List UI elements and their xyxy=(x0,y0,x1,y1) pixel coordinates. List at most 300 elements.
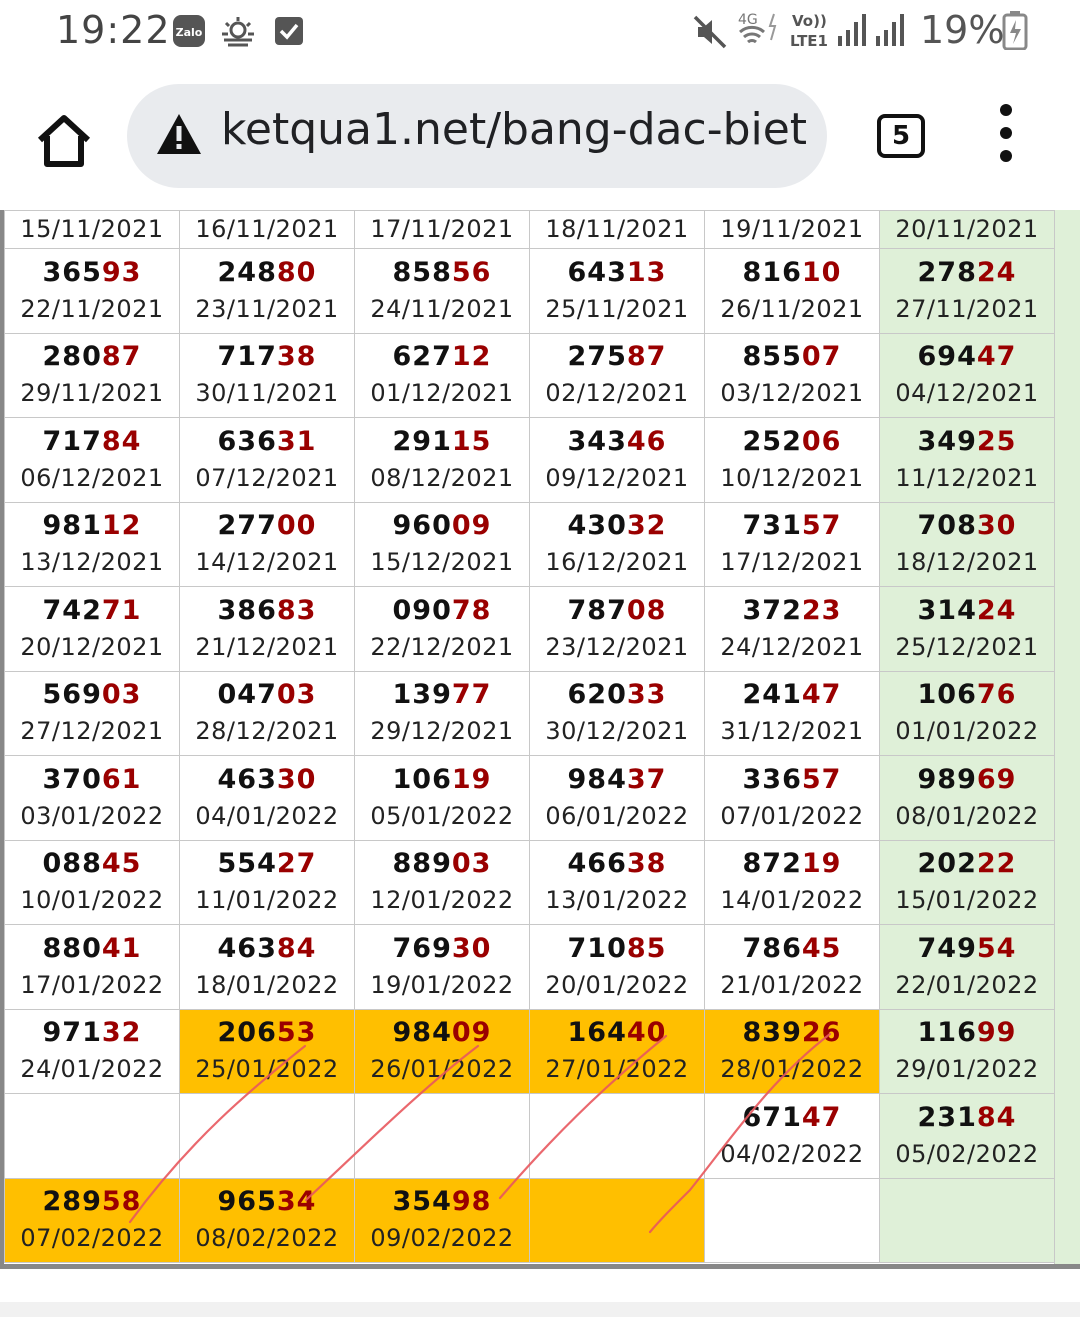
result-cell xyxy=(530,756,705,841)
result-cell xyxy=(180,418,355,503)
number-tail: 58 xyxy=(101,1186,142,1218)
number-head: 787 xyxy=(567,594,627,626)
draw-date: 31/12/2021 xyxy=(720,717,864,746)
result-cell xyxy=(530,249,705,334)
special-prize-number xyxy=(530,508,704,544)
result-cell xyxy=(530,671,705,756)
number-head: 742 xyxy=(42,594,102,626)
number-tail: 45 xyxy=(101,848,142,880)
draw-date: 03/12/2021 xyxy=(720,379,864,408)
result-cell xyxy=(705,1178,880,1263)
table-row xyxy=(5,671,1055,756)
special-prize-number xyxy=(530,931,704,967)
special-prize-number xyxy=(705,1100,879,1136)
number-tail: 08 xyxy=(626,594,667,626)
draw-date: 28/12/2021 xyxy=(195,717,339,746)
number-head: 627 xyxy=(392,341,452,373)
number-head: 386 xyxy=(217,594,277,626)
number-head: 252 xyxy=(742,425,802,457)
draw-date: 04/12/2021 xyxy=(895,379,1039,408)
number-tail: 19 xyxy=(451,763,492,795)
result-cell xyxy=(705,1009,880,1094)
special-prize-number xyxy=(5,1184,179,1220)
number-tail: 23 xyxy=(801,594,842,626)
number-tail: 40 xyxy=(626,1017,667,1049)
table-row xyxy=(5,925,1055,1010)
warning-icon[interactable] xyxy=(155,112,203,156)
number-tail: 56 xyxy=(451,256,492,288)
result-cell xyxy=(880,1009,1055,1094)
draw-date: 11/01/2022 xyxy=(195,886,339,915)
number-head: 365 xyxy=(42,256,102,288)
number-head: 291 xyxy=(392,425,452,457)
number-tail: 30 xyxy=(276,763,317,795)
result-cell xyxy=(5,418,180,503)
special-prize-number xyxy=(5,931,179,967)
special-prize-number xyxy=(5,508,179,544)
special-prize-number xyxy=(880,424,1054,460)
draw-date: 05/02/2022 xyxy=(895,1139,1039,1168)
result-cell xyxy=(880,502,1055,587)
result-cell xyxy=(5,671,180,756)
number-head: 984 xyxy=(392,1017,452,1049)
special-prize-number xyxy=(880,762,1054,798)
special-prize-number xyxy=(705,846,879,882)
number-head: 717 xyxy=(217,341,277,373)
special-prize-number xyxy=(530,339,704,375)
svg-text:Vo)): Vo)) xyxy=(792,12,827,30)
draw-date: 19/11/2021 xyxy=(720,215,864,243)
draw-date: 26/01/2022 xyxy=(370,1055,514,1084)
result-cell xyxy=(705,418,880,503)
special-prize-number xyxy=(880,255,1054,291)
special-prize-number xyxy=(705,255,879,291)
number-tail: 87 xyxy=(101,341,142,373)
number-tail: 10 xyxy=(801,256,842,288)
draw-date: 12/01/2022 xyxy=(370,886,514,915)
draw-date: 17/01/2022 xyxy=(20,970,164,999)
number-head: 981 xyxy=(42,510,102,542)
draw-date: 08/01/2022 xyxy=(895,801,1039,830)
url-text: ketqua1.net/bang-dac-biet xyxy=(221,104,808,155)
result-cell xyxy=(705,1094,880,1179)
mute-icon xyxy=(692,14,728,50)
draw-date: 26/11/2021 xyxy=(720,294,864,323)
number-head: 280 xyxy=(42,341,102,373)
svg-text:4G: 4G xyxy=(738,12,758,28)
number-head: 708 xyxy=(917,510,977,542)
result-cell xyxy=(705,333,880,418)
draw-date: 19/01/2022 xyxy=(370,970,514,999)
table-row xyxy=(5,211,1055,249)
number-tail: 03 xyxy=(276,679,317,711)
result-cell xyxy=(530,502,705,587)
number-tail: 53 xyxy=(276,1017,317,1049)
special-prize-number xyxy=(5,339,179,375)
number-head: 731 xyxy=(742,510,802,542)
number-tail: 26 xyxy=(801,1017,842,1049)
number-head: 749 xyxy=(917,932,977,964)
result-cell xyxy=(880,333,1055,418)
number-tail: 83 xyxy=(276,594,317,626)
result-cell xyxy=(355,587,530,672)
result-cell xyxy=(180,1009,355,1094)
result-cell xyxy=(880,756,1055,841)
number-head: 710 xyxy=(567,932,627,964)
result-cell xyxy=(530,1094,705,1179)
number-head: 116 xyxy=(917,1017,977,1049)
draw-date: 25/11/2021 xyxy=(545,294,689,323)
number-tail: 93 xyxy=(101,256,142,288)
result-cell xyxy=(180,840,355,925)
result-cell xyxy=(5,211,180,249)
number-tail: 77 xyxy=(451,679,492,711)
number-head: 620 xyxy=(567,679,627,711)
result-cell xyxy=(880,249,1055,334)
number-tail: 22 xyxy=(976,848,1017,880)
number-head: 671 xyxy=(742,1101,802,1133)
number-head: 202 xyxy=(917,848,977,880)
draw-date: 22/01/2022 xyxy=(895,970,1039,999)
result-cell xyxy=(880,211,1055,249)
result-cell xyxy=(705,671,880,756)
overflow-menu-button[interactable] xyxy=(990,104,1022,170)
special-prize-number xyxy=(530,1015,704,1051)
special-prize-number xyxy=(180,508,354,544)
result-cell xyxy=(5,1178,180,1263)
result-cell xyxy=(530,418,705,503)
special-prize-number xyxy=(355,593,529,629)
number-tail: 99 xyxy=(976,1017,1017,1049)
number-tail: 54 xyxy=(976,932,1017,964)
number-head: 241 xyxy=(742,679,802,711)
number-tail: 57 xyxy=(801,763,842,795)
number-tail: 80 xyxy=(276,256,317,288)
result-cell xyxy=(880,840,1055,925)
special-prize-number xyxy=(5,593,179,629)
result-cell xyxy=(880,671,1055,756)
number-tail: 06 xyxy=(801,425,842,457)
special-prize-number xyxy=(530,255,704,291)
draw-date: 17/12/2021 xyxy=(720,548,864,577)
draw-date: 14/12/2021 xyxy=(195,548,339,577)
number-head: 463 xyxy=(217,932,277,964)
number-head: 880 xyxy=(42,932,102,964)
number-tail: 32 xyxy=(626,510,667,542)
number-head: 372 xyxy=(742,594,802,626)
home-button[interactable] xyxy=(32,110,96,170)
result-cell xyxy=(530,840,705,925)
draw-date: 20/12/2021 xyxy=(20,632,164,661)
number-tail: 84 xyxy=(976,1101,1017,1133)
result-cell xyxy=(180,671,355,756)
draw-date: 08/02/2022 xyxy=(195,1224,339,1253)
number-head: 984 xyxy=(567,763,627,795)
result-cell xyxy=(5,249,180,334)
draw-date: 29/11/2021 xyxy=(20,379,164,408)
special-prize-number xyxy=(5,677,179,713)
special-prize-number xyxy=(705,931,879,967)
result-cell xyxy=(355,249,530,334)
draw-date: 01/12/2021 xyxy=(370,379,514,408)
table-row xyxy=(5,587,1055,672)
draw-date: 04/02/2022 xyxy=(720,1139,864,1168)
number-head: 275 xyxy=(567,341,627,373)
special-prize-number xyxy=(355,424,529,460)
number-head: 106 xyxy=(392,763,452,795)
result-cell xyxy=(180,1178,355,1263)
result-cell xyxy=(355,1178,530,1263)
number-head: 430 xyxy=(567,510,627,542)
number-head: 463 xyxy=(217,763,277,795)
result-cell xyxy=(705,587,880,672)
number-head: 088 xyxy=(42,848,102,880)
special-prize-number xyxy=(355,931,529,967)
draw-date: 17/11/2021 xyxy=(370,215,514,243)
special-prize-number xyxy=(355,762,529,798)
result-cell xyxy=(355,1009,530,1094)
special-prize-number xyxy=(705,762,879,798)
number-tail: 19 xyxy=(801,848,842,880)
draw-date: 24/11/2021 xyxy=(370,294,514,323)
result-cell xyxy=(705,211,880,249)
table-row xyxy=(5,418,1055,503)
number-head: 206 xyxy=(217,1017,277,1049)
number-head: 277 xyxy=(217,510,277,542)
result-cell xyxy=(530,925,705,1010)
draw-date: 07/12/2021 xyxy=(195,463,339,492)
special-prize-number xyxy=(180,762,354,798)
table-row xyxy=(5,1009,1055,1094)
draw-date: 18/12/2021 xyxy=(895,548,1039,577)
result-cell xyxy=(5,502,180,587)
zalo-icon xyxy=(172,14,206,48)
number-head: 164 xyxy=(567,1017,627,1049)
draw-date: 25/12/2021 xyxy=(895,632,1039,661)
draw-date: 29/12/2021 xyxy=(370,717,514,746)
number-tail: 33 xyxy=(626,679,667,711)
draw-date: 13/01/2022 xyxy=(545,886,689,915)
special-prize-number xyxy=(880,339,1054,375)
special-prize-number xyxy=(180,677,354,713)
draw-date: 02/12/2021 xyxy=(545,379,689,408)
number-head: 343 xyxy=(567,425,627,457)
result-cell xyxy=(355,502,530,587)
table-row xyxy=(5,840,1055,925)
special-prize-number xyxy=(530,846,704,882)
number-tail: 07 xyxy=(801,341,842,373)
result-cell xyxy=(5,1094,180,1179)
number-tail: 38 xyxy=(626,848,667,880)
number-head: 248 xyxy=(217,256,277,288)
status-bar xyxy=(0,0,1080,68)
number-tail: 69 xyxy=(976,763,1017,795)
number-tail: 47 xyxy=(801,679,842,711)
special-prize-number xyxy=(880,508,1054,544)
number-tail: 84 xyxy=(101,425,142,457)
special-prize-number xyxy=(880,677,1054,713)
number-tail: 41 xyxy=(101,932,142,964)
result-cell xyxy=(880,1094,1055,1179)
special-prize-number xyxy=(880,931,1054,967)
number-head: 090 xyxy=(392,594,452,626)
svg-text:Zalo: Zalo xyxy=(175,26,203,39)
result-cell xyxy=(5,587,180,672)
result-cell xyxy=(5,1009,180,1094)
result-cell xyxy=(355,1094,530,1179)
number-tail: 03 xyxy=(101,679,142,711)
number-tail: 61 xyxy=(101,763,142,795)
special-prize-number xyxy=(705,593,879,629)
draw-date: 05/01/2022 xyxy=(370,801,514,830)
number-head: 717 xyxy=(42,425,102,457)
result-cell xyxy=(705,840,880,925)
result-cell xyxy=(355,925,530,1010)
draw-date: 06/01/2022 xyxy=(545,801,689,830)
special-prize-number xyxy=(180,931,354,967)
number-tail: 00 xyxy=(276,510,317,542)
special-prize-number xyxy=(355,1015,529,1051)
number-tail: 27 xyxy=(276,848,317,880)
result-cell xyxy=(530,1178,705,1263)
number-tail: 37 xyxy=(626,763,667,795)
special-prize-number xyxy=(5,255,179,291)
number-head: 636 xyxy=(217,425,277,457)
draw-date: 09/02/2022 xyxy=(370,1224,514,1253)
table-row xyxy=(5,333,1055,418)
special-prize-number xyxy=(180,339,354,375)
result-cell xyxy=(880,925,1055,1010)
weather-icon xyxy=(220,14,256,48)
number-head: 139 xyxy=(392,679,452,711)
result-cell xyxy=(180,925,355,1010)
number-head: 989 xyxy=(917,763,977,795)
address-bar[interactable] xyxy=(127,84,827,188)
special-prize-number xyxy=(705,508,879,544)
special-prize-number xyxy=(5,846,179,882)
draw-date: 11/12/2021 xyxy=(895,463,1039,492)
number-head: 960 xyxy=(392,510,452,542)
number-tail: 30 xyxy=(451,932,492,964)
number-tail: 13 xyxy=(626,256,667,288)
special-prize-number xyxy=(355,846,529,882)
number-head: 231 xyxy=(917,1101,977,1133)
special-prize-number xyxy=(355,339,529,375)
number-tail: 12 xyxy=(101,510,142,542)
result-cell xyxy=(355,756,530,841)
number-tail: 38 xyxy=(276,341,317,373)
draw-date: 27/12/2021 xyxy=(20,717,164,746)
special-prize-number xyxy=(355,1184,529,1220)
special-prize-number xyxy=(880,846,1054,882)
table-row xyxy=(5,1094,1055,1179)
result-cell xyxy=(705,925,880,1010)
number-head: 278 xyxy=(917,256,977,288)
special-prize-number xyxy=(530,593,704,629)
draw-date: 18/11/2021 xyxy=(545,215,689,243)
result-cell xyxy=(355,333,530,418)
draw-date: 18/01/2022 xyxy=(195,970,339,999)
draw-date: 16/12/2021 xyxy=(545,548,689,577)
special-prize-number xyxy=(355,508,529,544)
number-head: 889 xyxy=(392,848,452,880)
special-prize-number xyxy=(180,255,354,291)
number-tail: 12 xyxy=(451,341,492,373)
result-cell xyxy=(355,211,530,249)
special-prize-number xyxy=(530,424,704,460)
svg-text:LTE1: LTE1 xyxy=(790,32,828,50)
number-head: 466 xyxy=(567,848,627,880)
table-row xyxy=(5,249,1055,334)
number-head: 965 xyxy=(217,1186,277,1218)
draw-date: 27/11/2021 xyxy=(895,294,1039,323)
battery-icon xyxy=(1002,10,1028,50)
number-head: 872 xyxy=(742,848,802,880)
draw-date: 14/01/2022 xyxy=(720,886,864,915)
special-prize-number xyxy=(705,677,879,713)
number-tail: 25 xyxy=(976,425,1017,457)
page-footer-strip xyxy=(0,1302,1080,1317)
result-cell xyxy=(355,418,530,503)
number-head: 816 xyxy=(742,256,802,288)
draw-date: 22/12/2021 xyxy=(370,632,514,661)
result-cell xyxy=(880,1178,1055,1263)
number-head: 839 xyxy=(742,1017,802,1049)
number-head: 047 xyxy=(217,679,277,711)
draw-date: 10/01/2022 xyxy=(20,886,164,915)
page-content xyxy=(0,210,1080,1317)
table-right-column-edge xyxy=(1054,210,1080,1268)
number-tail: 78 xyxy=(451,594,492,626)
number-head: 694 xyxy=(917,341,977,373)
result-cell xyxy=(705,756,880,841)
number-tail: 46 xyxy=(626,425,667,457)
draw-date: 20/01/2022 xyxy=(545,970,689,999)
number-head: 554 xyxy=(217,848,277,880)
number-tail: 47 xyxy=(801,1101,842,1133)
number-head: 971 xyxy=(42,1017,102,1049)
result-cell xyxy=(5,840,180,925)
draw-date: 13/12/2021 xyxy=(20,548,164,577)
draw-date: 21/12/2021 xyxy=(195,632,339,661)
result-cell xyxy=(180,211,355,249)
number-head: 289 xyxy=(42,1186,102,1218)
number-head: 314 xyxy=(917,594,977,626)
result-cell xyxy=(5,333,180,418)
result-cell xyxy=(530,211,705,249)
draw-date: 15/12/2021 xyxy=(370,548,514,577)
draw-date: 23/12/2021 xyxy=(545,632,689,661)
battery-percent: 19% xyxy=(920,8,1005,52)
number-tail: 30 xyxy=(976,510,1017,542)
special-prize-number xyxy=(5,1015,179,1051)
result-cell xyxy=(530,333,705,418)
number-head: 349 xyxy=(917,425,977,457)
number-head: 106 xyxy=(917,679,977,711)
tab-switcher-button[interactable]: 5 xyxy=(877,114,925,158)
number-tail: 09 xyxy=(451,1017,492,1049)
draw-date: 01/01/2022 xyxy=(895,717,1039,746)
special-prize-number xyxy=(705,424,879,460)
draw-date: 28/01/2022 xyxy=(720,1055,864,1084)
result-cell xyxy=(355,671,530,756)
result-cell xyxy=(180,333,355,418)
number-head: 855 xyxy=(742,341,802,373)
table-row xyxy=(5,502,1055,587)
result-cell xyxy=(705,249,880,334)
result-cell xyxy=(180,249,355,334)
number-tail: 31 xyxy=(276,425,317,457)
